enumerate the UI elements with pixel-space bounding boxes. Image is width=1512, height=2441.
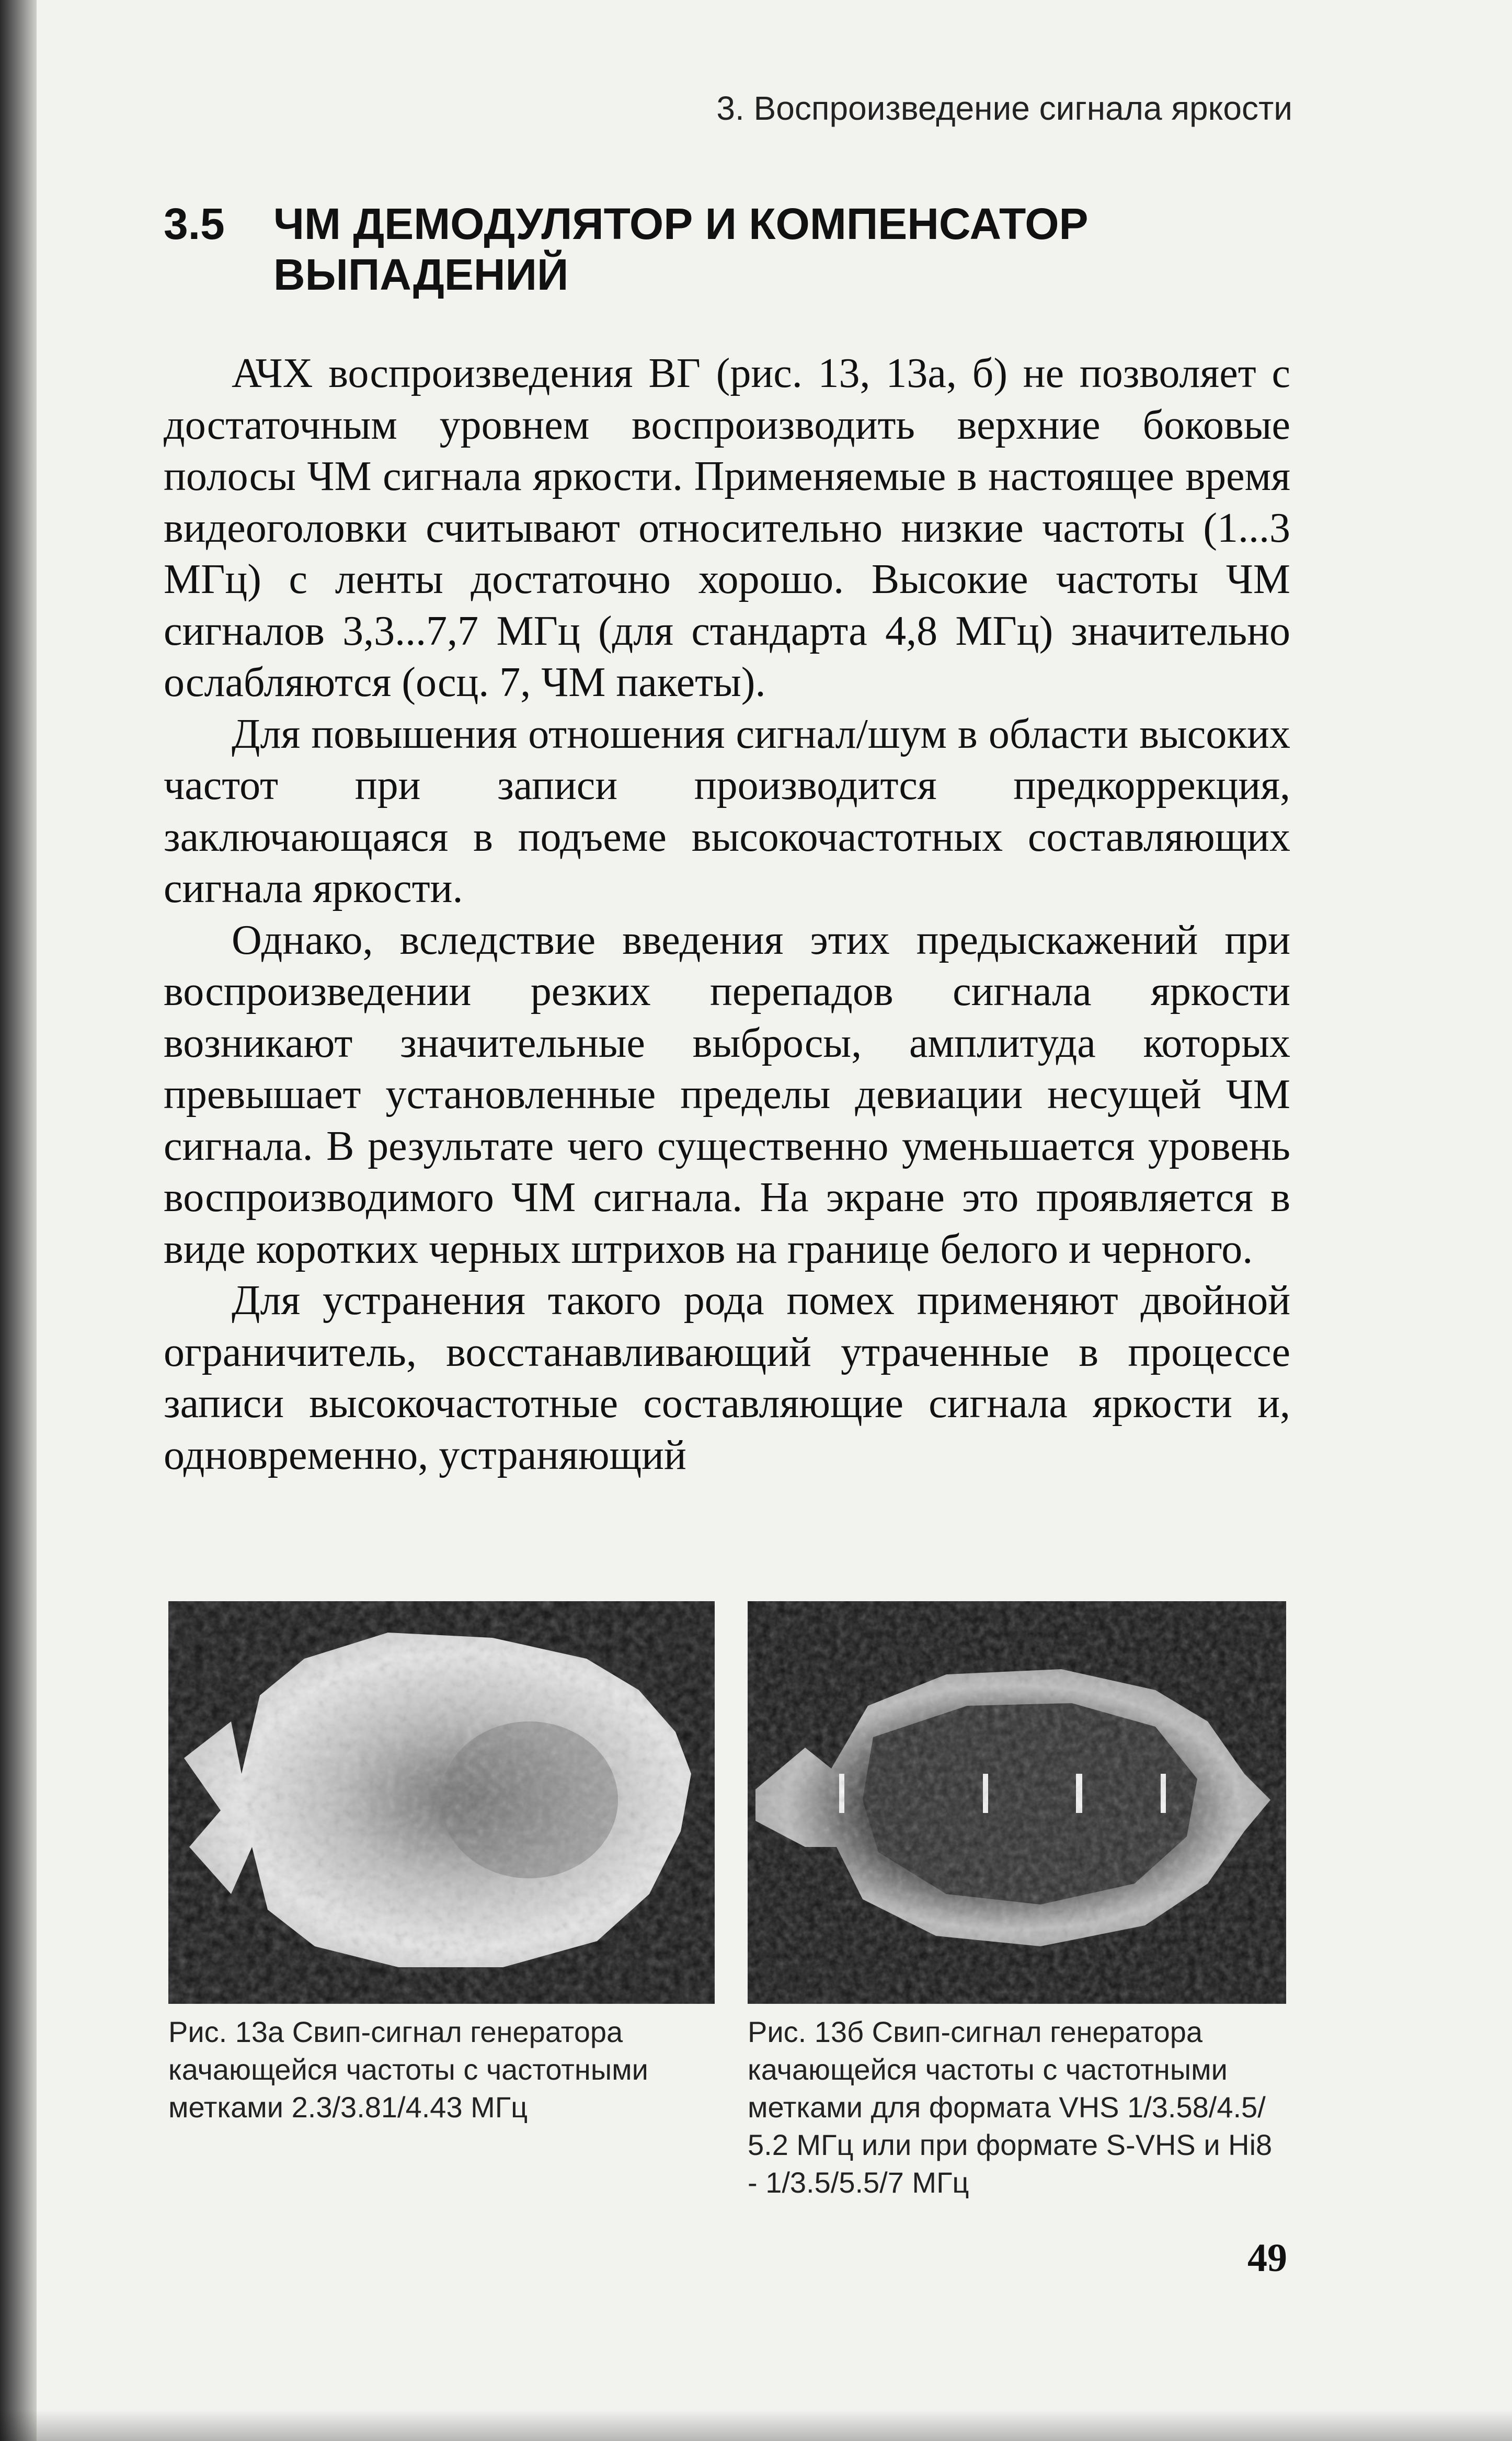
page-bottom-shadow xyxy=(0,2410,1512,2441)
paragraph: Для повышения отношения сигнал/шум в области высоких частот при записи производится предкоррекция, заключающаяся в подъеме высокочастотных составляющих сигнала яркости. xyxy=(164,711,1290,911)
figure-13a-caption: Рис. 13а Свип-сигнал генератора качающейся частоты с частотными метками 2.3/3.81/4.43 МГц xyxy=(168,2015,648,2124)
page-number: 49 xyxy=(1247,2236,1287,2280)
paragraph: Для устранения такого рода помех применяют двойной ограничитель, восстанавливающий утраченные в процессе записи высокочастотные составляющие сигнала яркости и, одновременно, устраняющий xyxy=(164,1277,1290,1478)
figure-13a-photo xyxy=(168,1601,715,2004)
paragraph: Однако, вследствие введения этих предыскажений при воспроизведении резких перепадов сигнала яркости возникают значительные выбросы, амплитуда которых превышает установленные пределы девиации несущей ЧМ сигнала. В результате чего существенно уменьшается уровень воспроизводимого ЧМ сигнала. На экране это проявляется в виде коротких черных штрихов на границе белого и черного. xyxy=(164,917,1290,1272)
book-spine-shadow xyxy=(0,0,37,2441)
running-head: 3. Воспроизведение сигнала яркости xyxy=(716,89,1292,127)
figure-13a xyxy=(168,1601,715,2126)
figure-13b-photo xyxy=(748,1601,1286,2004)
figure-13b xyxy=(748,1601,1286,2202)
paragraph: АЧХ воспроизведения ВГ (рис. 13, 13а, б) не позволяет с достаточным уровнем воспроизводить верхние боковые полосы ЧМ сигнала яркости. Применяемые в настоящее время видеоголовки считывают относительно низкие частоты (1...3 МГц) с ленты достаточно хорошо. Высокие частоты ЧМ сигналов 3,3...7,7 МГц (для стандарта 4,8 МГц) значительно ослабляются (осц. 7, ЧМ пакеты). xyxy=(164,350,1290,705)
body-text xyxy=(164,348,1290,1481)
section-heading xyxy=(164,199,1314,300)
section-title-line2: ВЫПАДЕНИЙ xyxy=(273,249,569,299)
section-number: 3.5 xyxy=(164,199,225,248)
figure-13b-caption: Рис. 13б Свип-сигнал генератора качающейся частоты с частотными метками для формата VHS 1/3.58/4.5/ 5.2 МГц или при формате S-VHS и Hi8 - 1/3.5/5.5/7 МГц xyxy=(748,2015,1273,2199)
section-title-line1: ЧМ ДЕМОДУЛЯТОР И КОМПЕНСАТОР xyxy=(273,199,1089,248)
